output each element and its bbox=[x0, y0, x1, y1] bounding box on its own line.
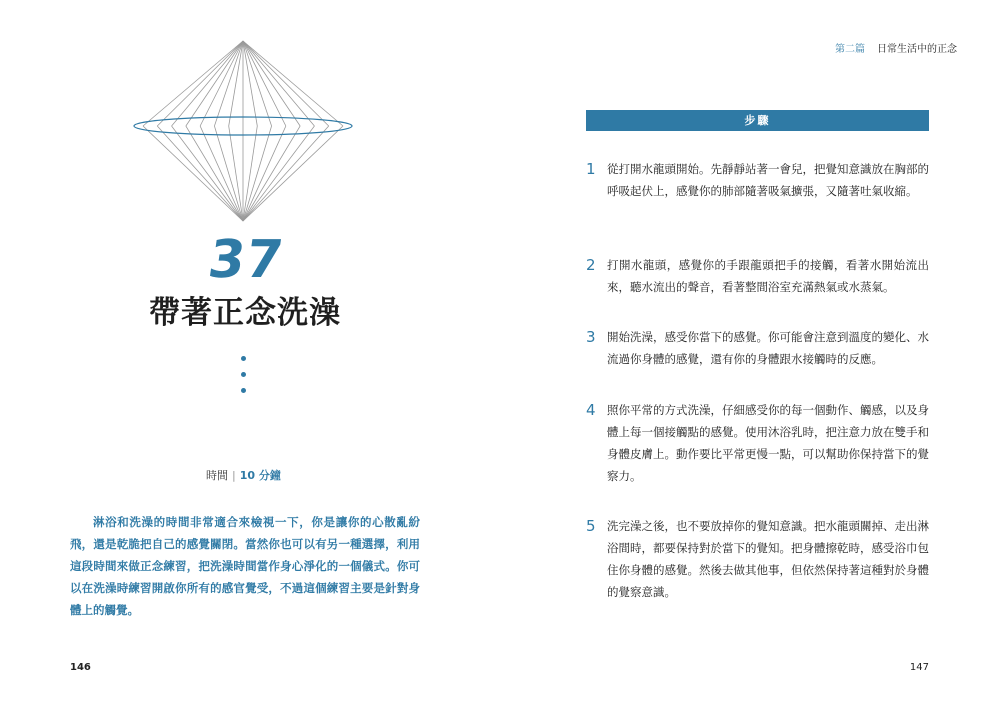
step-number: 2 bbox=[586, 256, 596, 274]
steps-heading: 步驟 bbox=[586, 110, 929, 131]
diamond-line bbox=[186, 41, 243, 126]
diamond-line bbox=[243, 41, 272, 126]
diamond-line bbox=[243, 126, 272, 221]
diamond-illustration bbox=[132, 38, 354, 226]
diamond-line bbox=[172, 126, 243, 221]
dot bbox=[241, 372, 246, 377]
decorative-dots bbox=[240, 356, 248, 404]
diamond-line bbox=[143, 126, 243, 221]
diamond-line bbox=[214, 41, 243, 126]
diamond-line bbox=[186, 126, 243, 221]
dot bbox=[241, 356, 246, 361]
diamond-line bbox=[243, 41, 343, 126]
diamond-line bbox=[243, 41, 286, 126]
diamond-line bbox=[243, 126, 257, 221]
time-info bbox=[206, 467, 306, 483]
diamond-line bbox=[243, 41, 257, 126]
right-page bbox=[500, 0, 999, 709]
diamond-line bbox=[157, 126, 243, 221]
running-head bbox=[835, 40, 957, 55]
time-value: 10 分鐘 bbox=[239, 469, 281, 482]
chapter-title: 帶著正念洗澡 bbox=[149, 295, 341, 331]
running-head-title: 日常生活中的正念 bbox=[877, 44, 957, 55]
step-number: 4 bbox=[586, 401, 596, 419]
step-text: 開始洗澡，感受你當下的感覺。你可能會注意到溫度的變化、水流過你身體的感覺，還有你的身體跟水接觸時的反應。 bbox=[607, 330, 929, 366]
diamond-line bbox=[157, 41, 243, 126]
diamond-line bbox=[214, 126, 243, 221]
diamond-line bbox=[200, 126, 243, 221]
step-number: 1 bbox=[586, 160, 596, 178]
diamond-line bbox=[172, 41, 243, 126]
diamond-line bbox=[243, 41, 314, 126]
diamond-line bbox=[200, 41, 243, 126]
diamond-line bbox=[229, 41, 243, 126]
intro-paragraph: 淋浴和洗澡的時間非常適合來檢視一下，你是讓你的心散亂紛飛，還是乾脆把自己的感覺關閉。當然你也可以有另一種選擇，利用這段時間來做正念練習，把洗澡時間當作身心淨化的一個儀式。你可以在洗澡時練習開啟你所有的感官覺受，不過這個練習主要是針對身體上的觸覺。 bbox=[70, 515, 420, 617]
diamond-line bbox=[143, 41, 243, 126]
diamond-line bbox=[243, 41, 300, 126]
time-separator: | bbox=[232, 469, 236, 482]
diamond-line bbox=[243, 126, 329, 221]
step-text: 從打開水龍頭開始。先靜靜站著一會兒，把覺知意識放在胸部的呼吸起伏上，感覺你的肺部隨著吸氣擴張，又隨著吐氣收縮。 bbox=[607, 162, 929, 198]
diamond-line bbox=[243, 126, 343, 221]
step-text: 洗完澡之後，也不要放掉你的覺知意識。把水龍頭關掉、走出淋浴間時，都要保持對於當下的覺知。把身體擦乾時，感受浴巾包住你身體的感覺。然後去做其他事，但依然保持著這種對於身體的覺察意識。 bbox=[607, 519, 929, 599]
chapter-number: 37 bbox=[204, 230, 288, 290]
time-label: 時間 bbox=[206, 469, 228, 482]
step-text: 打開水龍頭，感覺你的手跟龍頭把手的接觸，看著水開始流出來，聽水流出的聲音，看著整間浴室充滿熱氣或水蒸氣。 bbox=[607, 258, 929, 294]
diamond-line bbox=[243, 126, 314, 221]
diamond-line bbox=[243, 41, 329, 126]
running-head-part: 第二篇 bbox=[835, 44, 865, 55]
diamond-line bbox=[243, 126, 286, 221]
diamond-line bbox=[243, 126, 300, 221]
page-number-left: 146 bbox=[70, 662, 91, 673]
step-number: 5 bbox=[586, 517, 596, 535]
page-number-right: 147 bbox=[909, 662, 929, 673]
step-number: 3 bbox=[586, 328, 596, 346]
diamond-line bbox=[229, 126, 243, 221]
dot bbox=[241, 388, 246, 393]
step-text: 照你平常的方式洗澡，仔細感受你的每一個動作、觸感，以及身體上每一個接觸點的感覺。使用沐浴乳時，把注意力放在雙手和身體皮膚上。動作要比平常更慢一點，可以幫助你保持當下的覺察力。 bbox=[607, 403, 929, 483]
